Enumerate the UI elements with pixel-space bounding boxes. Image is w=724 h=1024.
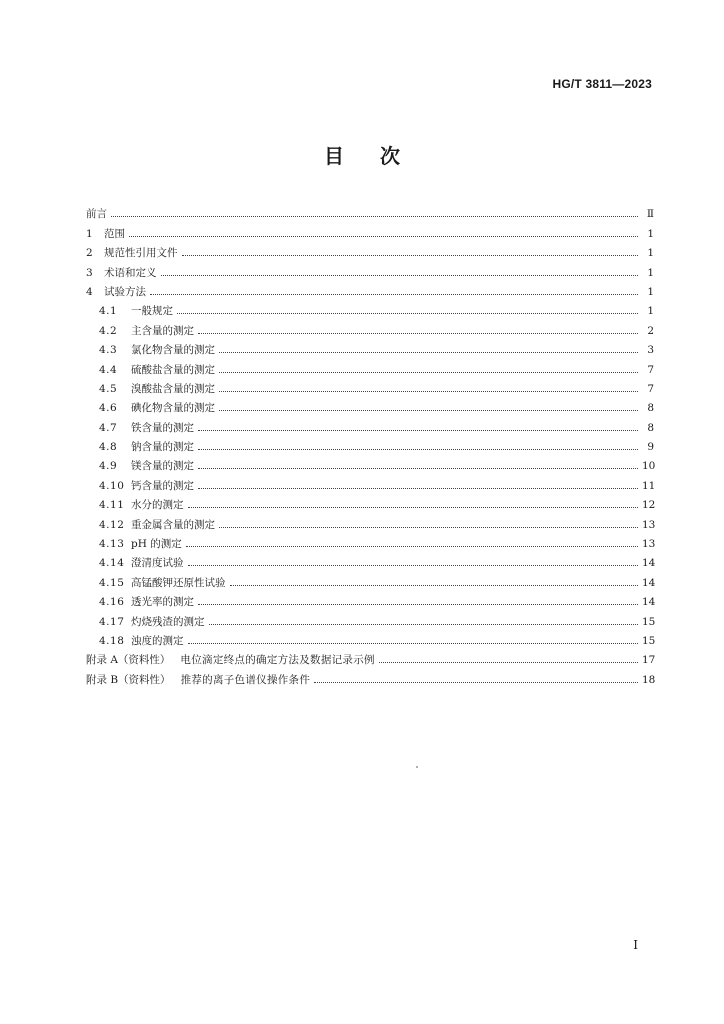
toc-entry-number: 4.13 (99, 538, 125, 551)
toc-leader-dots (182, 252, 639, 256)
toc-entry-label: 范围 (104, 227, 125, 240)
toc-leader-dots (198, 465, 638, 469)
toc-entry[interactable] (86, 337, 654, 356)
page-title (0, 140, 724, 169)
toc-entry-label: 硫酸盐含量的测定 (131, 363, 215, 376)
toc-entry[interactable] (86, 376, 654, 395)
title-char-1: 目 (324, 144, 344, 168)
toc-entry-page: 18 (642, 673, 656, 686)
toc-entry-number: 4.8 (99, 441, 118, 454)
toc-leader-dots (219, 524, 638, 528)
toc-entry[interactable] (86, 550, 654, 569)
toc-leader-dots (188, 562, 639, 566)
toc-entry-label: 高锰酸钾还原性试验 (131, 576, 226, 589)
toc-entry-number: 4.17 (99, 615, 125, 628)
toc-entry-label: 铁含量的测定 (131, 421, 194, 434)
toc-entry[interactable] (86, 589, 654, 608)
toc-entry-label: 钠含量的测定 (131, 441, 194, 454)
toc-entry-page: 1 (647, 227, 654, 240)
toc-entry-page: 12 (642, 499, 656, 512)
toc-leader-dots (161, 272, 639, 276)
toc-entry[interactable] (86, 414, 654, 433)
toc-entry-page: 9 (647, 441, 654, 454)
toc-entry-number: 4.2 (99, 324, 118, 337)
toc-entry-page: 14 (642, 557, 656, 570)
toc-leader-dots (129, 233, 638, 237)
toc-entry[interactable] (86, 356, 654, 375)
toc-entry-label: 一般规定 (131, 305, 173, 318)
toc-entry-number: 4.4 (99, 363, 118, 376)
toc-entry-page: 11 (642, 479, 656, 492)
toc-entry-page: 1 (647, 247, 654, 260)
toc-entry[interactable] (86, 531, 654, 550)
toc-leader-dots (219, 388, 638, 392)
toc-entry-label: pH 的测定 (131, 538, 182, 551)
toc-entry-number: 4.12 (99, 518, 125, 531)
toc-entry-page: 3 (647, 344, 654, 357)
toc-entry-label: 灼烧残渣的测定 (131, 615, 205, 628)
toc-entry-number: 1 (86, 227, 93, 240)
toc-leader-dots (150, 291, 638, 295)
standard-number: HG/T 3811—2023 (552, 77, 652, 91)
toc-entry-number: 4.7 (99, 421, 118, 434)
toc-entry-number: 4.1 (99, 305, 118, 318)
toc-leader-dots (219, 349, 638, 353)
toc-leader-dots (198, 601, 638, 605)
toc-entry-page: Ⅱ (646, 208, 654, 221)
toc-leader-dots (198, 446, 638, 450)
toc-entry-page: 2 (647, 324, 654, 337)
toc-entry-page: 15 (642, 615, 656, 628)
toc-entry-page: 13 (642, 538, 656, 551)
toc-entry[interactable] (86, 220, 654, 239)
toc-leader-dots (188, 640, 639, 644)
toc-entry-number: 附录 A（资料性） (86, 654, 171, 667)
toc-entry-page: 1 (647, 305, 654, 318)
toc-entry-number: 4.9 (99, 460, 118, 473)
toc-leader-dots (219, 369, 638, 373)
toc-entry[interactable] (86, 472, 654, 491)
toc-entry-number: 4.5 (99, 382, 118, 395)
toc-entry-label: 试验方法 (104, 285, 146, 298)
toc-entry-number: 4.3 (99, 344, 118, 357)
toc-entry-page: 14 (642, 576, 656, 589)
toc-leader-dots (198, 485, 638, 489)
toc-entry-number: 4.16 (99, 596, 125, 609)
toc-entry-number: 4.11 (99, 499, 125, 512)
toc-entry-label: 水分的测定 (131, 499, 184, 512)
toc-entry-page: 17 (642, 654, 656, 667)
toc-entry-page: 13 (642, 518, 656, 531)
toc-entry-page: 7 (647, 382, 654, 395)
toc-entry-label: 主含量的测定 (131, 324, 194, 337)
toc-entry-label: 前言 (86, 208, 107, 221)
toc-entry-number: 附录 B（资料性） (86, 673, 171, 686)
toc-entry-label: 推荐的离子色谱仪操作条件 (180, 673, 311, 686)
toc-entry[interactable] (86, 279, 654, 298)
toc-leader-dots (219, 407, 638, 411)
toc-entry-page: 7 (647, 363, 654, 376)
toc-leader-dots (314, 679, 638, 683)
toc-entry[interactable] (86, 317, 654, 336)
table-of-contents (86, 201, 654, 686)
toc-entry-page: 8 (647, 402, 654, 415)
scan-speck (416, 766, 418, 768)
toc-leader-dots (230, 582, 639, 586)
toc-entry[interactable] (86, 434, 654, 453)
toc-entry-label: 电位滴定终点的确定方法及数据记录示例 (180, 654, 375, 667)
toc-entry-page: 10 (642, 460, 656, 473)
toc-entry-label: 透光率的测定 (131, 596, 194, 609)
toc-entry[interactable] (86, 628, 654, 647)
toc-entry[interactable] (86, 569, 654, 588)
toc-leader-dots (198, 330, 638, 334)
toc-entry-label: 澄清度试验 (131, 557, 184, 570)
toc-entry-number: 3 (86, 266, 93, 279)
toc-entry-label: 重金属含量的测定 (131, 518, 215, 531)
toc-entry-page: 1 (647, 285, 654, 298)
toc-leader-dots (186, 543, 638, 547)
toc-entry-label: 溴酸盐含量的测定 (131, 382, 215, 395)
toc-entry[interactable] (86, 511, 654, 530)
toc-entry-label: 镁含量的测定 (131, 460, 194, 473)
toc-entry[interactable] (86, 259, 654, 278)
toc-leader-dots (188, 504, 639, 508)
toc-entry-page: 1 (647, 266, 654, 279)
toc-entry-number: 4.14 (99, 557, 125, 570)
toc-leader-dots (177, 310, 638, 314)
toc-entry-number: 4.10 (99, 479, 125, 492)
toc-entry-label: 氯化物含量的测定 (131, 344, 215, 357)
toc-leader-dots (379, 659, 638, 663)
toc-entry[interactable] (86, 666, 654, 685)
toc-entry-label: 术语和定义 (104, 266, 157, 279)
toc-entry-label: 碘化物含量的测定 (131, 402, 215, 415)
toc-entry-page: 8 (647, 421, 654, 434)
toc-entry[interactable] (86, 395, 654, 414)
toc-entry-number: 4.15 (99, 576, 125, 589)
toc-leader-dots (111, 213, 638, 217)
toc-entry-page: 14 (642, 596, 656, 609)
toc-leader-dots (209, 621, 639, 625)
toc-entry[interactable] (86, 492, 654, 511)
toc-entry[interactable] (86, 608, 654, 627)
toc-entry[interactable] (86, 201, 654, 220)
toc-entry-number: 4 (86, 285, 93, 298)
toc-entry-number: 4.6 (99, 402, 118, 415)
page-number: I (633, 938, 638, 952)
toc-entry[interactable] (86, 453, 654, 472)
toc-entry-label: 钙含量的测定 (131, 479, 194, 492)
toc-entry[interactable] (86, 647, 654, 666)
toc-entry[interactable] (86, 240, 654, 259)
toc-entry-label: 浊度的测定 (131, 634, 184, 647)
toc-entry-number: 2 (86, 247, 93, 260)
toc-entry-page: 15 (642, 634, 656, 647)
title-char-2: 次 (380, 144, 400, 168)
toc-entry-number: 4.18 (99, 634, 125, 647)
toc-entry[interactable] (86, 298, 654, 317)
toc-entry-label: 规范性引用文件 (104, 247, 178, 260)
toc-leader-dots (198, 427, 638, 431)
